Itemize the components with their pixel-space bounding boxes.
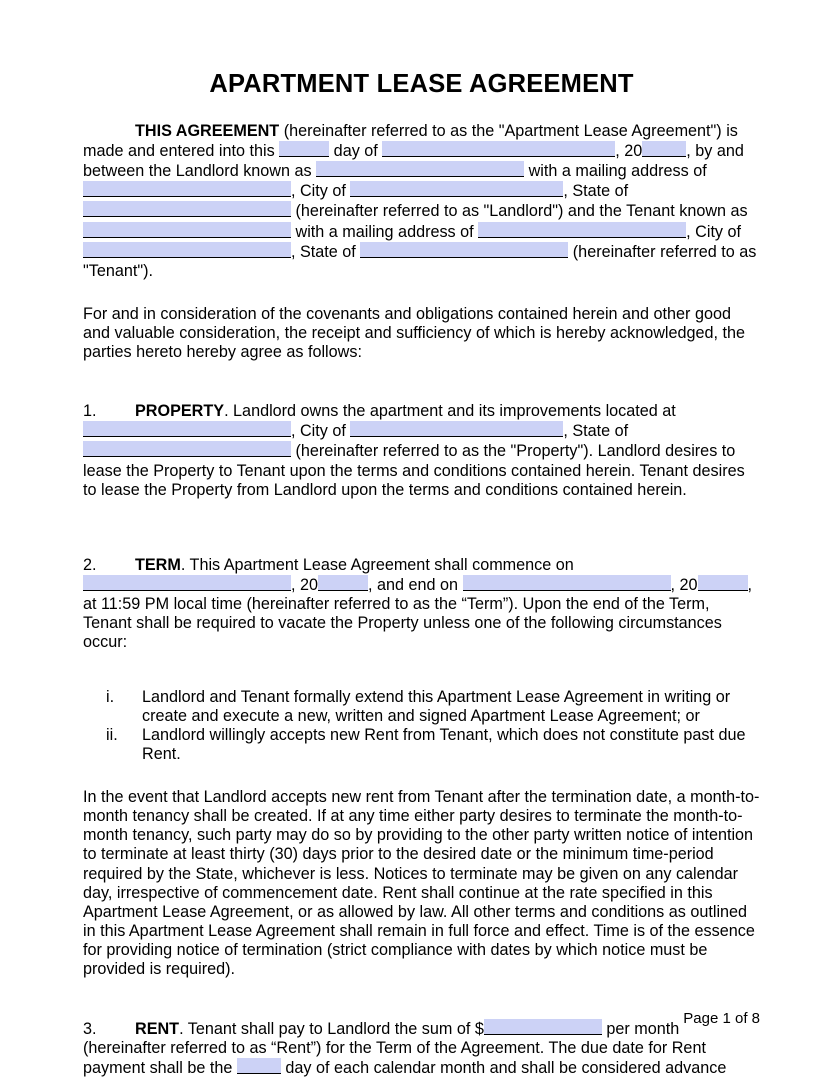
preamble-text-10: , City of [686,222,742,241]
clause-property-text-1: . Landlord owns the apartment and its improvements located at [224,402,676,421]
preamble-lead: THIS AGREEMENT [135,122,280,141]
page-footer: Page 1 of 8 [683,1010,760,1027]
clause-number-1: 1. [83,402,97,421]
roman-marker-i: i. [106,687,115,706]
preamble-text-11: , State of [291,242,361,261]
page-title: APARTMENT LEASE AGREEMENT [209,70,634,98]
clause-rent [83,1019,760,1078]
preamble-text-5: with a mailing address of [524,162,707,181]
property-address-field[interactable] [83,421,291,437]
list-item [102,688,760,726]
rent-due-day-field[interactable] [237,1058,281,1074]
spacer [83,516,760,540]
roman-text-i: Landlord and Tenant formally extend this Apartment Lease Agreement in writing or create and execute a new, written and signed Apartment Lease Agreement; or [142,687,731,725]
clause-term-text-4: , 20 [670,576,698,595]
year-field[interactable] [642,141,686,157]
preamble-paragraph [83,122,760,281]
tenant-name-field[interactable] [83,222,291,238]
clause-property-text-2: , City of [291,422,351,441]
clause-property [83,402,760,499]
tenant-city-field[interactable] [83,242,291,258]
clause-heading-term: TERM [135,556,181,575]
spacer [83,979,760,1003]
rent-amount-field[interactable] [484,1019,602,1035]
clause-heading-rent: RENT [135,1020,180,1039]
clause-term [83,556,760,652]
preamble-text-4: , by and between the Landlord known as [83,142,744,181]
consideration-paragraph: For and in consideration of the covenants and obligations contained herein and other good and valuable consideration, the receipt and sufficiency of which is hereby acknowledged, the parties hereto hereby agree as follows: [83,304,746,361]
tenant-state-field[interactable] [360,242,568,258]
term-start-date-field[interactable] [83,575,291,591]
preamble-text-7: , State of [563,182,629,201]
term-conditions-list [83,688,760,764]
list-item [102,726,760,764]
clause-rent-text-3: day of each calendar month and shall be considered advance [280,1059,727,1078]
preamble-text-3: , 20 [615,142,643,161]
clause-number-3: 3. [83,1020,97,1039]
roman-text-ii: Landlord willingly accepts new Rent from Tenant, which does not constitute past due Rent. [142,725,746,764]
clause-term-text-1: . This Apartment Lease Agreement shall commence on [180,556,574,575]
month-to-month-paragraph: In the event that Landlord accepts new rent from Tenant after the termination date, a month-to-month tenancy shall be created. If at any time either party desires to terminate the month-to-month tenancy, such party may do so by providing to the other party written notice of intention to terminate at least thirty (30) days prior to the desired date or the minimum time-period required by the State, whichever is less. Notices to terminate may be given on any calendar day, irrespective of commencement date. Rent shall continue at the rate specified in this Apartment Lease Agreement, or as allowed by law. All other terms and conditions as outlined in this Apartment Lease Agreement shall remain in full force and effect. Time is of the essence for providing notice of termination (strict compliance with dates by which notice must be provided is required). [83,788,760,978]
term-start-year-field[interactable] [318,575,368,591]
day-field[interactable] [279,141,329,157]
clause-heading-property: PROPERTY [135,402,225,421]
spacer [83,362,760,386]
spacer [83,281,760,305]
clause-term-text-3: , and end on [368,576,463,595]
clause-rent-text-1: . Tenant shall pay to Landlord the sum of $ [179,1020,484,1039]
preamble-text-8: (hereinafter referred to as "Landlord") and the Tenant known as [291,202,748,221]
clause-rent-text-2: per month (hereinafter referred to as “Rent”) for the Term of the Agreement. The due date for Rent payment shall be the [83,1020,706,1078]
month-field[interactable] [382,141,615,157]
landlord-state-field[interactable] [83,201,291,217]
spacer [83,98,760,122]
clause-term-text-5: , at 11:59 PM local time (hereinafter referred to as the “Term”). Upon the end of the Term, Tenant shall be required to vacate the Property unless one of the following circumstances occur: [83,576,753,652]
clause-term-text-2: , 20 [291,576,319,595]
preamble-text-9: with a mailing address of [291,222,479,241]
clause-property-text-3: , State of [563,422,629,441]
preamble-text-6: , City of [291,182,351,201]
landlord-address-field[interactable] [83,181,291,197]
landlord-name-field[interactable] [316,161,524,177]
term-end-year-field[interactable] [698,575,748,591]
property-state-field[interactable] [83,441,291,457]
spacer [83,669,760,688]
roman-marker-ii: ii. [106,725,118,744]
landlord-city-field[interactable] [350,181,563,197]
term-end-date-field[interactable] [463,575,671,591]
spacer [83,764,760,788]
preamble-text-2: day of [329,142,383,161]
clause-property-text-4: (hereinafter referred to as the "Property"). Landlord desires to lease the Property to Tenant upon the terms and conditions contained herein. Tenant desires to lease the Property from Landlord upon the terms and conditions contained herein. [83,442,745,499]
preamble-text-1: (hereinafter referred to as the "Apartment Lease Agreement") is made and entered into this [83,122,738,161]
clause-number-2: 2. [83,556,97,575]
preamble-text-12: (hereinafter referred to as "Tenant"). [83,242,757,280]
tenant-address-field[interactable] [478,222,686,238]
property-city-field[interactable] [350,421,563,437]
